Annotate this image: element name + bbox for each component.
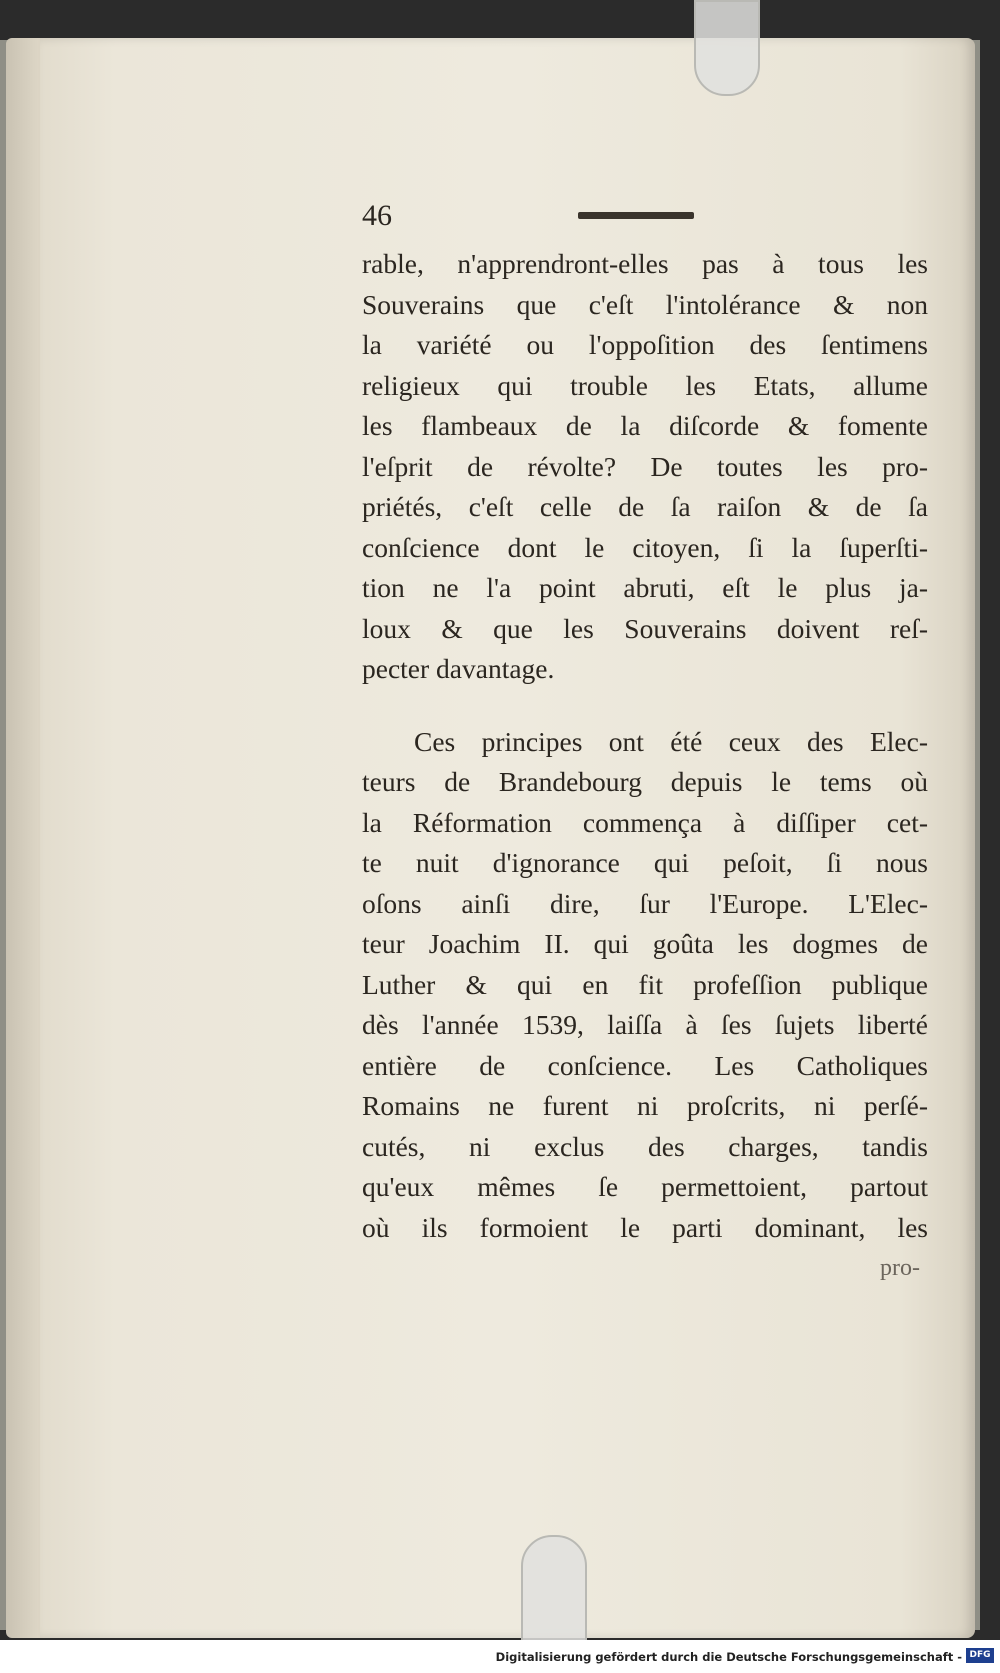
bottom-book-clip bbox=[521, 1535, 587, 1644]
text-line: où ils formoient le parti dominant, les bbox=[362, 1211, 928, 1243]
page-text-block bbox=[362, 196, 928, 1289]
page-number: 46 bbox=[362, 199, 392, 232]
text-line: tion ne l'a point abruti, eſt le plus ja- bbox=[362, 572, 928, 603]
text-line: religieux qui trouble les Etats, allume bbox=[362, 369, 928, 401]
text-line: Ces principes ont été ceux des Elec- bbox=[414, 725, 928, 757]
text-line: la variété ou l'oppoſition des ſentimens bbox=[362, 329, 928, 360]
text-line: l'eſprit de révolte? De toutes les pro- bbox=[362, 450, 928, 482]
text-line: loux & que les Souverains doivent reſ- bbox=[362, 612, 928, 644]
paragraph-gap bbox=[362, 690, 928, 722]
text-line: pecter davantage. bbox=[362, 653, 555, 684]
text-line: entière de conſcience. Les Catholiques bbox=[362, 1049, 928, 1081]
header-rule bbox=[578, 212, 694, 219]
page-header bbox=[362, 196, 928, 244]
text-line: Luther & qui en fit profeſſion publique bbox=[362, 968, 928, 1000]
text-line: teur Joachim II. qui goûta les dogmes de bbox=[362, 928, 928, 959]
footer-credit: Digitalisierung gefördert durch die Deutsche Forschungsgemeinschaft - bbox=[495, 1650, 962, 1664]
text-line: cutés, ni exclus des charges, tandis bbox=[362, 1130, 928, 1162]
dfg-logo-icon: DFG bbox=[966, 1648, 994, 1663]
text-line: Souverains que c'eſt l'intolérance & non bbox=[362, 288, 928, 320]
text-line: dès l'année 1539, laiſſa à ſes ſujets liberté bbox=[362, 1009, 928, 1040]
paragraph-2 bbox=[362, 722, 928, 1249]
text-line: Romains ne furent ni proſcrits, ni perſé- bbox=[362, 1090, 928, 1121]
text-line: la Réformation commença à diſſiper cet- bbox=[362, 806, 928, 838]
text-line: rable, n'apprendront-elles pas à tous les bbox=[362, 248, 928, 279]
text-line: te nuit d'ignorance qui peſoit, ſi nous bbox=[362, 847, 928, 878]
text-line: qu'eux mêmes ſe permettoient, partout bbox=[362, 1171, 928, 1202]
paragraph-1 bbox=[362, 244, 928, 690]
text-line: oſons ainſi dire, ſur l'Europe. L'Elec- bbox=[362, 887, 928, 919]
catchword: pro- bbox=[880, 1255, 920, 1281]
text-line: teurs de Brandebourg depuis le tems où bbox=[362, 766, 928, 797]
text-line: les flambeaux de la diſcorde & fomente bbox=[362, 410, 928, 441]
top-book-clip bbox=[694, 0, 760, 96]
text-line: conſcience dont le citoyen, ſi la ſuperſti- bbox=[362, 531, 928, 563]
text-line: priétés, c'eſt celle de ſa raiſon & de ſa bbox=[362, 491, 928, 522]
digitization-footer bbox=[0, 1640, 1000, 1673]
